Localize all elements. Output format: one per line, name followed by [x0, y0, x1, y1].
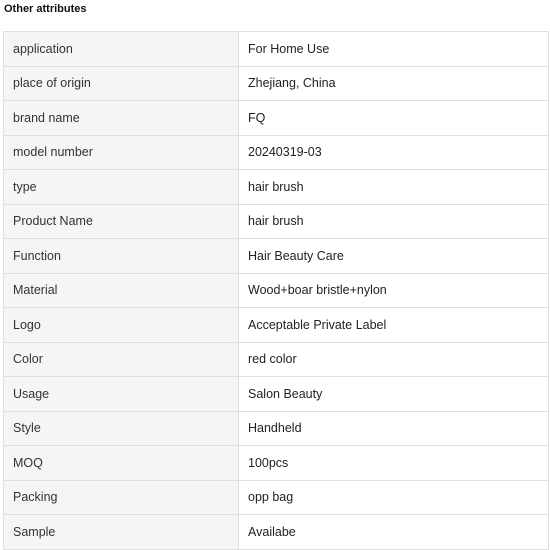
attributes-table	[3, 31, 549, 550]
attributes-table-body	[4, 32, 549, 550]
table-row	[4, 446, 549, 481]
attribute-key: Logo	[4, 308, 239, 343]
attribute-value: hair brush	[239, 170, 549, 205]
table-row	[4, 377, 549, 412]
attribute-value: Wood+boar bristle+nylon	[239, 273, 549, 308]
attribute-value: Salon Beauty	[239, 377, 549, 412]
attribute-key: Usage	[4, 377, 239, 412]
attribute-key: brand name	[4, 101, 239, 136]
table-row	[4, 32, 549, 67]
table-row	[4, 66, 549, 101]
attribute-value: red color	[239, 342, 549, 377]
attribute-key: Sample	[4, 515, 239, 550]
table-row	[4, 342, 549, 377]
attribute-value: 100pcs	[239, 446, 549, 481]
attribute-key: Material	[4, 273, 239, 308]
attribute-key: MOQ	[4, 446, 239, 481]
table-row	[4, 101, 549, 136]
attribute-value: For Home Use	[239, 32, 549, 67]
attribute-key: Style	[4, 411, 239, 446]
table-row	[4, 480, 549, 515]
table-row	[4, 135, 549, 170]
table-row	[4, 411, 549, 446]
attribute-value: Zhejiang, China	[239, 66, 549, 101]
attribute-key: Function	[4, 239, 239, 274]
table-row	[4, 273, 549, 308]
table-row	[4, 170, 549, 205]
attribute-value: Hair Beauty Care	[239, 239, 549, 274]
attribute-value: Handheld	[239, 411, 549, 446]
attribute-value: 20240319-03	[239, 135, 549, 170]
table-row	[4, 515, 549, 550]
attribute-key: Packing	[4, 480, 239, 515]
attribute-value: FQ	[239, 101, 549, 136]
table-row	[4, 308, 549, 343]
attribute-key: type	[4, 170, 239, 205]
attribute-value: opp bag	[239, 480, 549, 515]
attribute-value: hair brush	[239, 204, 549, 239]
attribute-key: Product Name	[4, 204, 239, 239]
table-row	[4, 204, 549, 239]
section-title: Other attributes	[4, 3, 87, 15]
attribute-key: place of origin	[4, 66, 239, 101]
attribute-value: Acceptable Private Label	[239, 308, 549, 343]
attribute-key: model number	[4, 135, 239, 170]
table-row	[4, 239, 549, 274]
attribute-key: Color	[4, 342, 239, 377]
attribute-value: Availabe	[239, 515, 549, 550]
attribute-key: application	[4, 32, 239, 67]
